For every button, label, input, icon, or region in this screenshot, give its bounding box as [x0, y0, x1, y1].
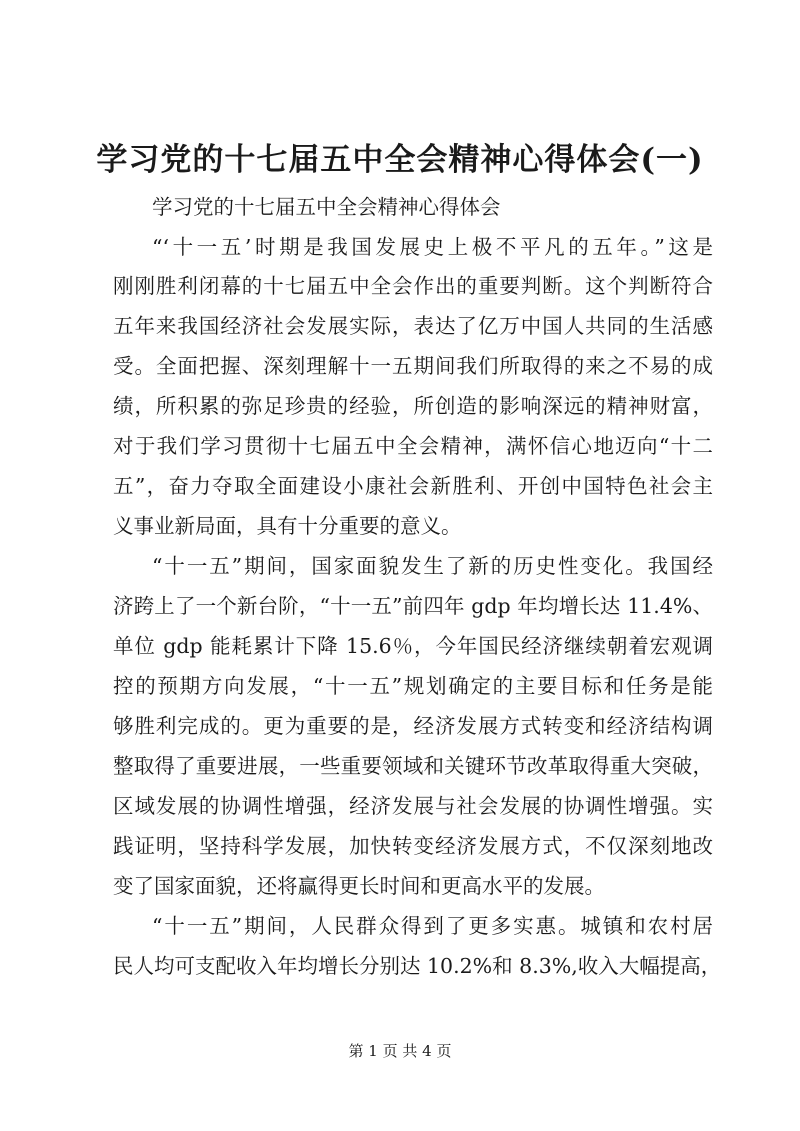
paragraph-line: 绩，所积累的弥足珍贵的经验，所创造的影响深远的精神财富， — [113, 394, 713, 418]
paragraph-line: 民人均可支配收入年均增长分别达 10.2%和 8.3%,收入大幅提高， — [113, 954, 722, 978]
paragraph-line: 整取得了重要进展，一些重要领域和关键环节改革取得重大突破， — [113, 754, 713, 778]
paragraph-line: 区域发展的协调性增强，经济发展与社会发展的协调性增强。实 — [113, 794, 713, 818]
paragraph-line: 五年来我国经济社会发展实际，表达了亿万中国人共同的生活感 — [113, 314, 713, 338]
paragraph-line: 五”，奋力夺取全面建设小康社会新胜利、开创中国特色社会主 — [113, 474, 713, 498]
paragraph-line: 受。全面把握、深刻理解十一五期间我们所取得的来之不易的成 — [113, 354, 713, 378]
paragraph-line: 刚刚胜利闭幕的十七届五中全会作出的重要判断。这个判断符合 — [113, 274, 713, 298]
paragraph-line: 够胜利完成的。更为重要的是，经济发展方式转变和经济结构调 — [113, 714, 713, 738]
document-title: 学习党的十七届五中全会精神心得体会(一) — [96, 142, 704, 178]
document-subtitle: 学习党的十七届五中全会精神心得体会 — [152, 195, 501, 219]
paragraph-line: 践证明，坚持科学发展，加快转变经济发展方式，不仅深刻地改 — [113, 834, 713, 858]
page-number-footer: 第 1 页 共 4 页 — [348, 1042, 452, 1060]
paragraph-line: 变了国家面貌，还将赢得更长时间和更高水平的发展。 — [113, 874, 605, 898]
paragraph-line: 义事业新局面，具有十分重要的意义。 — [113, 514, 462, 538]
paragraph-line: 控的预期方向发展，“十一五”规划确定的主要目标和任务是能 — [113, 674, 713, 698]
paragraph-line: 对于我们学习贯彻十七届五中全会精神，满怀信心地迈向“十二 — [113, 434, 713, 458]
paragraph-line: “十一五”期间，人民群众得到了更多实惠。城镇和农村居 — [152, 914, 713, 938]
paragraph-line: “十一五”期间，国家面貌发生了新的历史性变化。我国经 — [152, 554, 713, 578]
paragraph-line: 济跨上了一个新台阶，“十一五”前四年 gdp 年均增长达 11.4%、 — [113, 594, 713, 618]
paragraph-line: 单位 gdp 能耗累计下降 15.6％，今年国民经济继续朝着宏观调 — [113, 634, 713, 658]
paragraph-line: “‘十一五’时期是我国发展史上极不平凡的五年。”这是 — [152, 235, 713, 259]
